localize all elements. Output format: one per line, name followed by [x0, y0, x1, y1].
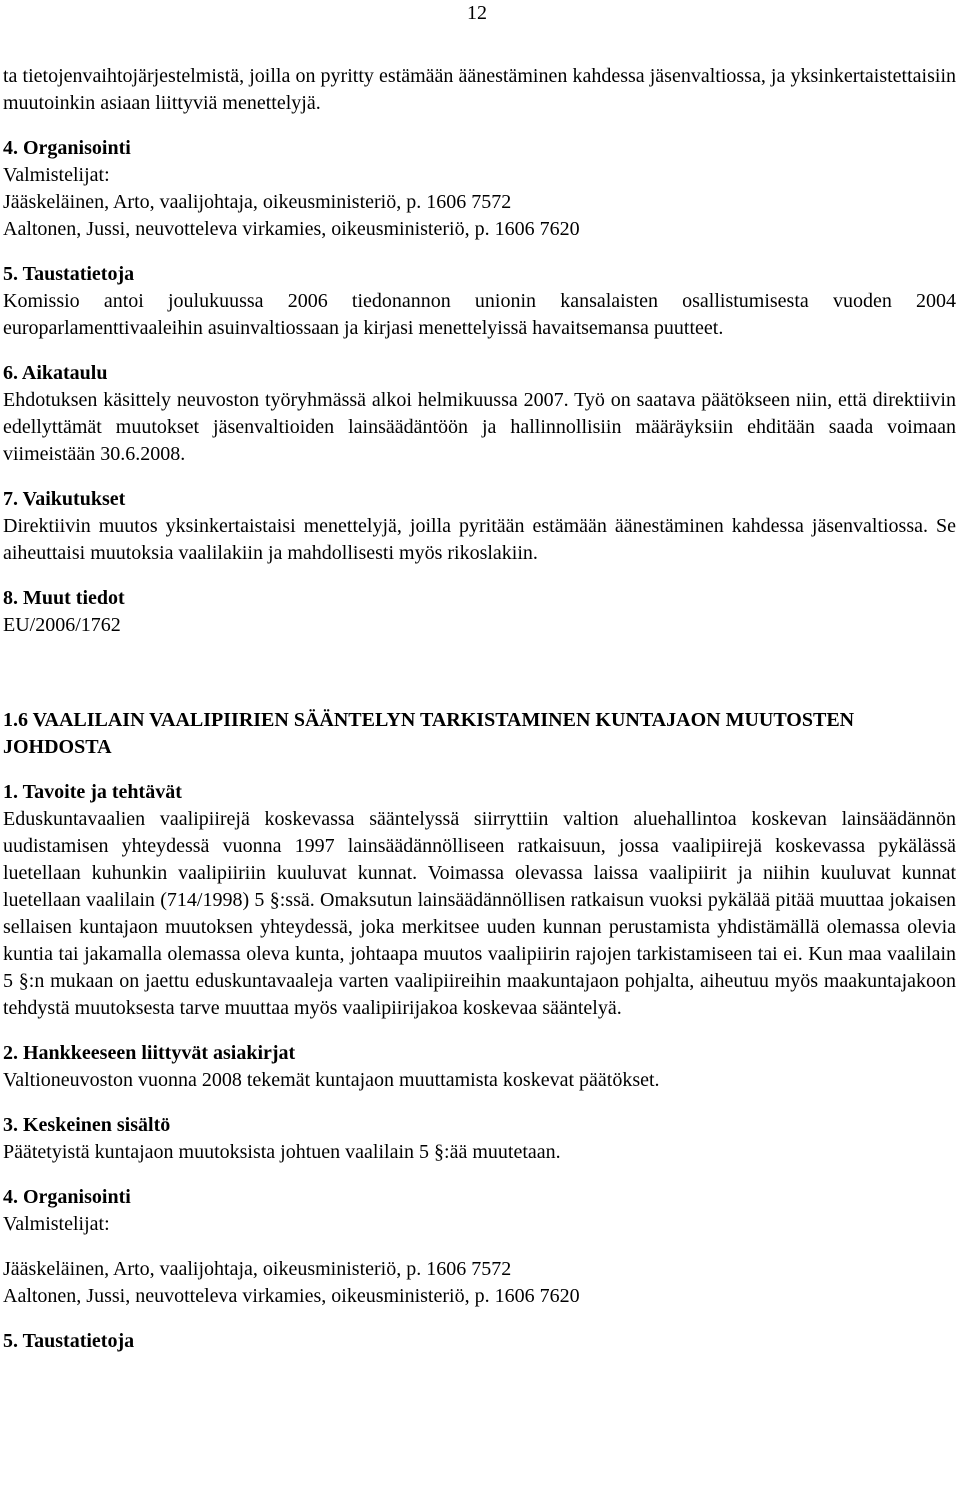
heading-tavoite: 1. Tavoite ja tehtävät [3, 781, 182, 803]
preparer-line: Aaltonen, Jussi, neuvotteleva virkamies, oikeusministeriö, p. 1606 7620 [3, 1285, 580, 1307]
preparer-line: Jääskeläinen, Arto, vaalijohtaja, oikeusministeriö, p. 1606 7572 [3, 191, 512, 213]
heading-aikataulu: 6. Aikataulu [3, 362, 108, 384]
schedule-paragraph: Ehdotuksen käsittely neuvoston työryhmässä alkoi helmikuussa 2007. Työ on saatava päätökseen niin, että direktiivin edellyttämät muutokset jäsenvaltioiden lainsäädäntöön ja hallinnollisiin määräyksiin ehditään saada voimaan viimeistään 30.6.2008. [3, 389, 956, 465]
page-number: 12 [467, 2, 487, 24]
docs-paragraph: Valtioneuvoston vuonna 2008 tekemät kuntajaon muuttamista koskevat päätökset. [3, 1069, 660, 1091]
content-paragraph: Päätetyistä kuntajaon muutoksista johtuen vaalilain 5 §:ää muutetaan. [3, 1141, 561, 1163]
reference-code: EU/2006/1762 [3, 614, 121, 636]
heading-asiakirjat: 2. Hankkeeseen liittyvät asiakirjat [3, 1042, 296, 1064]
background-paragraph: Komissio antoi joulukuussa 2006 tiedonannon unionin kansalaisten osallistumisesta vuoden 2004 europarlamenttivaaleihin asuinvaltiossaan ja kirjasi menettelyissä havaitsemansa puutteet. [3, 290, 956, 339]
heading-muut-tiedot: 8. Muut tiedot [3, 587, 125, 609]
preparers-label: Valmistelijat: [3, 164, 110, 186]
effects-paragraph: Direktiivin muutos yksinkertaistaisi menettelyjä, joilla pyritään estämään äänestäminen kahdessa jäsenvaltiossa. Se aiheuttaisi muutoksia vaalilakiin ja mahdollisesti myös rikoslakiin. [3, 515, 956, 564]
preparer-line: Aaltonen, Jussi, neuvotteleva virkamies, oikeusministeriö, p. 1606 7620 [3, 218, 580, 240]
heading-vaikutukset: 7. Vaikutukset [3, 488, 126, 510]
preparer-line: Jääskeläinen, Arto, vaalijohtaja, oikeusministeriö, p. 1606 7572 [3, 1258, 512, 1280]
heading-taustatietoja: 5. Taustatietoja [3, 263, 135, 285]
section-title: 1.6 VAALILAIN VAALIPIIRIEN SÄÄNTELYN TARKISTAMINEN KUNTAJAON MUUTOSTEN JOHDOSTA [3, 709, 855, 758]
heading-keskeinen-sisalto: 3. Keskeinen sisältö [3, 1114, 171, 1136]
heading-organisointi-2: 4. Organisointi [3, 1186, 131, 1208]
document-body [3, 63, 956, 1355]
continued-paragraph: ta tietojenvaihtojärjestelmistä, joilla on pyritty estämään äänestäminen kahdessa jäsenvaltiossa, ja yksinkertaistettaisiin muutoinkin asiaan liittyviä menettelyjä. [3, 65, 956, 114]
heading-organisointi: 4. Organisointi [3, 137, 131, 159]
heading-taustatietoja-2: 5. Taustatietoja [3, 1330, 135, 1352]
goal-paragraph: Eduskuntavaalien vaalipiirejä koskevassa sääntelyssä siirryttiin valtion aluehallintoa koskevan lainsäädännön uudistamisen yhteydessä vuonna 1997 lainsäädännölliseen ratkaisuun, jossa vaalipiirejä koskevassa pykälässä luetellaan kuhunkin vaalipiiriin kuuluvat kunnat. Voimassa olevassa laissa vaalipiirit ja niihin kuuluvat kunnat luetellaan vaalilain (714/1998) 5 §:ssä. Omaksutun lainsäädännöllisen ratkaisun vuoksi pykälää pitää muuttaa jokaisen sellaisen kuntajaon muutoksen yhteydessä, joka merkitsee uuden kunnan perustamista yhdistämällä olemassa olevia kuntia tai jakamalla olemassa oleva kunta, johtaapa muutos vaalipiirin rajojen tarkistamiseen tai ei. Kun maa vaalilain 5 §:n mukaan on jaettu eduskuntavaaleja varten vaalipiireihin maakuntajaon pohjalta, aiheutuu myös maakuntajakoon tehdystä muutoksesta tarve muuttaa myös vaalipiirijakoa koskevaa sääntelyä. [3, 808, 956, 1019]
preparers-label: Valmistelijat: [3, 1213, 110, 1235]
